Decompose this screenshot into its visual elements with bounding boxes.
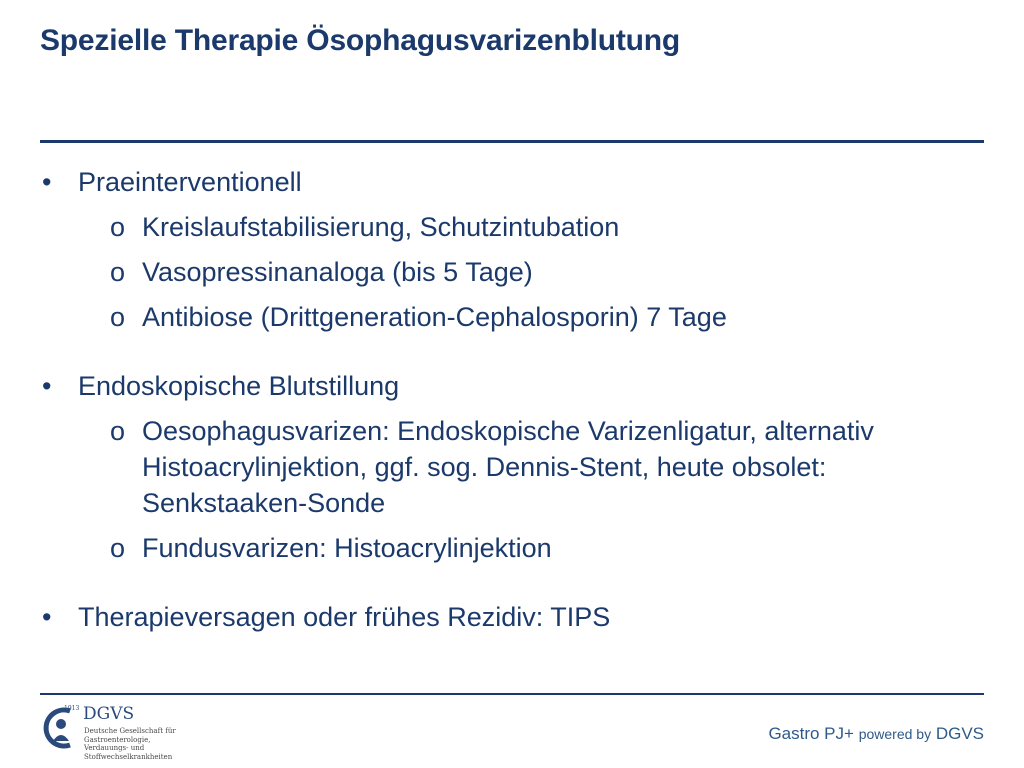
title-divider bbox=[40, 140, 984, 143]
bullet-praeinterventionell bbox=[40, 164, 984, 200]
bullet-label: Endoskopische Blutstillung bbox=[78, 371, 400, 401]
sub-item bbox=[40, 299, 984, 335]
bullet-marker: • bbox=[42, 167, 52, 197]
sublist-praeinterventionell bbox=[40, 209, 984, 335]
sub-item-text: Antibiose (Drittgeneration-Cephalosporin) 7 Tage bbox=[142, 302, 727, 332]
sub-item-text: Vasopressinanaloga (bis 5 Tage) bbox=[142, 257, 533, 287]
bullet-marker: • bbox=[42, 371, 52, 401]
bullet-marker: • bbox=[42, 602, 52, 632]
footer-dgvs: DGVS bbox=[935, 724, 984, 743]
bullet-therapieversagen bbox=[40, 599, 984, 635]
sub-marker: o bbox=[110, 416, 126, 446]
sub-item bbox=[40, 530, 984, 566]
bullet-label: Praeinterventionell bbox=[78, 167, 302, 197]
sub-marker: o bbox=[110, 302, 126, 332]
logo-subtitle: Deutsche Gesellschaft für Gastroenterologie, Verdauungs- und Stoffwechselkrankheiten bbox=[84, 727, 176, 761]
sub-item-text: Fundusvarizen: Histoacrylinjektion bbox=[142, 533, 552, 563]
footer-powered-by: powered by bbox=[858, 726, 932, 742]
sublist-endoskopische-blutstillung bbox=[40, 413, 984, 566]
bullet-endoskopische-blutstillung bbox=[40, 368, 984, 404]
bullet-label: Therapieversagen oder frühes Rezidiv: TIPS bbox=[78, 602, 611, 632]
logo-year: 1913 bbox=[64, 705, 80, 712]
footer-brand: Gastro PJ+ bbox=[768, 724, 854, 743]
footer-divider bbox=[40, 693, 984, 695]
slide-title: Spezielle Therapie Ösophagusvarizenblutung bbox=[40, 24, 681, 57]
logo-name: DGVS bbox=[83, 704, 135, 724]
slide-content bbox=[40, 164, 984, 635]
footer-credit bbox=[768, 724, 984, 744]
sub-item-text: Oesophagusvarizen: Endoskopische Varizenligatur, alternativ Histoacrylinjektion, ggf. sog. Dennis-Stent, heute obsolet: Senkstaaken-Sonde bbox=[142, 416, 874, 518]
sub-marker: o bbox=[110, 533, 126, 563]
dgvs-logo bbox=[40, 703, 180, 763]
sub-item bbox=[40, 209, 984, 245]
sub-item bbox=[40, 413, 984, 521]
sub-marker: o bbox=[110, 257, 126, 287]
sub-item bbox=[40, 254, 984, 290]
sub-item-text: Kreislaufstabilisierung, Schutzintubation bbox=[142, 212, 620, 242]
sub-marker: o bbox=[110, 212, 126, 242]
